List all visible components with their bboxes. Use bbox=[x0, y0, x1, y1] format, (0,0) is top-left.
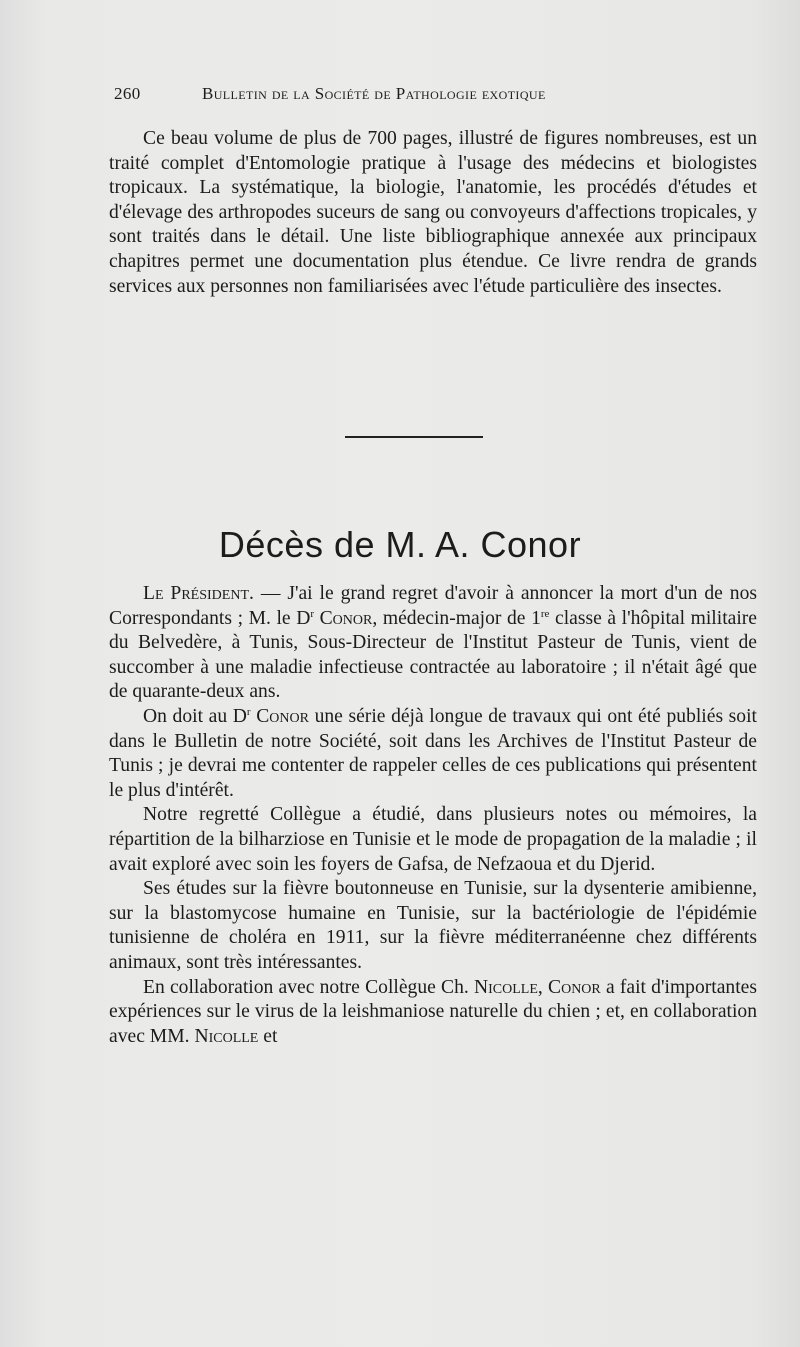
running-head bbox=[114, 84, 674, 104]
paragraph-5: En collaboration avec notre Collègue Ch. Nicolle, Conor a fait d'importantes expériences sur le virus de la leishmaniose naturelle du chien ; et, en collaboration avec MM. Nicolle et bbox=[109, 976, 757, 1047]
person-name: Nicolle bbox=[194, 1025, 259, 1047]
section-divider bbox=[345, 436, 483, 438]
person-name: Nicolle bbox=[473, 976, 538, 998]
person-name: Conor bbox=[250, 705, 309, 727]
page-number: 260 bbox=[114, 84, 141, 103]
intro-paragraph-block bbox=[109, 127, 757, 299]
paragraph-4: Ses études sur la fièvre boutonneuse en Tunisie, sur la dysenterie amibienne, sur la blastomycose humaine en Tunisie, sur la bactériologie de l'épidémie tunisienne de choléra en 1911, sur la fièvre méditerranéenne chez différents animaux, sont très intéressantes. bbox=[109, 878, 757, 973]
paragraph-3: Notre regretté Collègue a étudié, dans plusieurs notes ou mémoires, la répartition de la bilharziose en Tunisie et le mode de propagation de la maladie ; il avait exploré avec soin les foyers de Gafsa, de Nefzaoua et du Djerid. bbox=[109, 804, 757, 875]
obituary-body bbox=[109, 582, 757, 1049]
section-title: Décès de M. A. Conor bbox=[218, 524, 582, 566]
intro-paragraph: Ce beau volume de plus de 700 pages, illustré de figures nombreuses, est un traité complet d'Entomologie pratique à l'usage des médecins et biologistes tropicaux. La systématique, la biologie, l'anatomie, les procédés d'études et d'élevage des arthropodes suceurs de sang ou convoyeurs d'affections tropicales, y sont traités dans le détail. Une liste bibliographique annexée aux principaux chapitres permet une documentation plus étendue. Ce livre rendra de grands services aux personnes non familiarisées avec l'étude particulière des insectes. bbox=[109, 128, 757, 297]
journal-title: Bulletin de la Société de Pathologie exotique bbox=[202, 84, 546, 103]
paragraph-1: Le Président. — J'ai le grand regret d'avoir à annoncer la mort d'un de nos Correspondants ; M. le $D^r$ Conor, médecin-major de 1re classe à l'hôpital militaire du Belvedère, à Tunis, Sous-Directeur de l'Institut Pasteur de Tunis, vient de succomber à une maladie infectieuse contractée au laboratoire ; il n'était âgé que de quarante-deux ans. bbox=[109, 583, 758, 703]
person-name: Conor bbox=[548, 976, 601, 998]
paragraph-2: On doit au $D^r$ Conor une série déjà longue de travaux qui ont été publiés soit dans le Bulletin de notre Société, soit dans les Archives de l'Institut Pasteur de Tunis ; je devrai me contenter de rappeler celles de ces publications qui présentent le plus d'intérêt. bbox=[109, 705, 757, 801]
speaker-label: Le Président. bbox=[143, 583, 254, 604]
person-name: Conor bbox=[314, 607, 373, 629]
